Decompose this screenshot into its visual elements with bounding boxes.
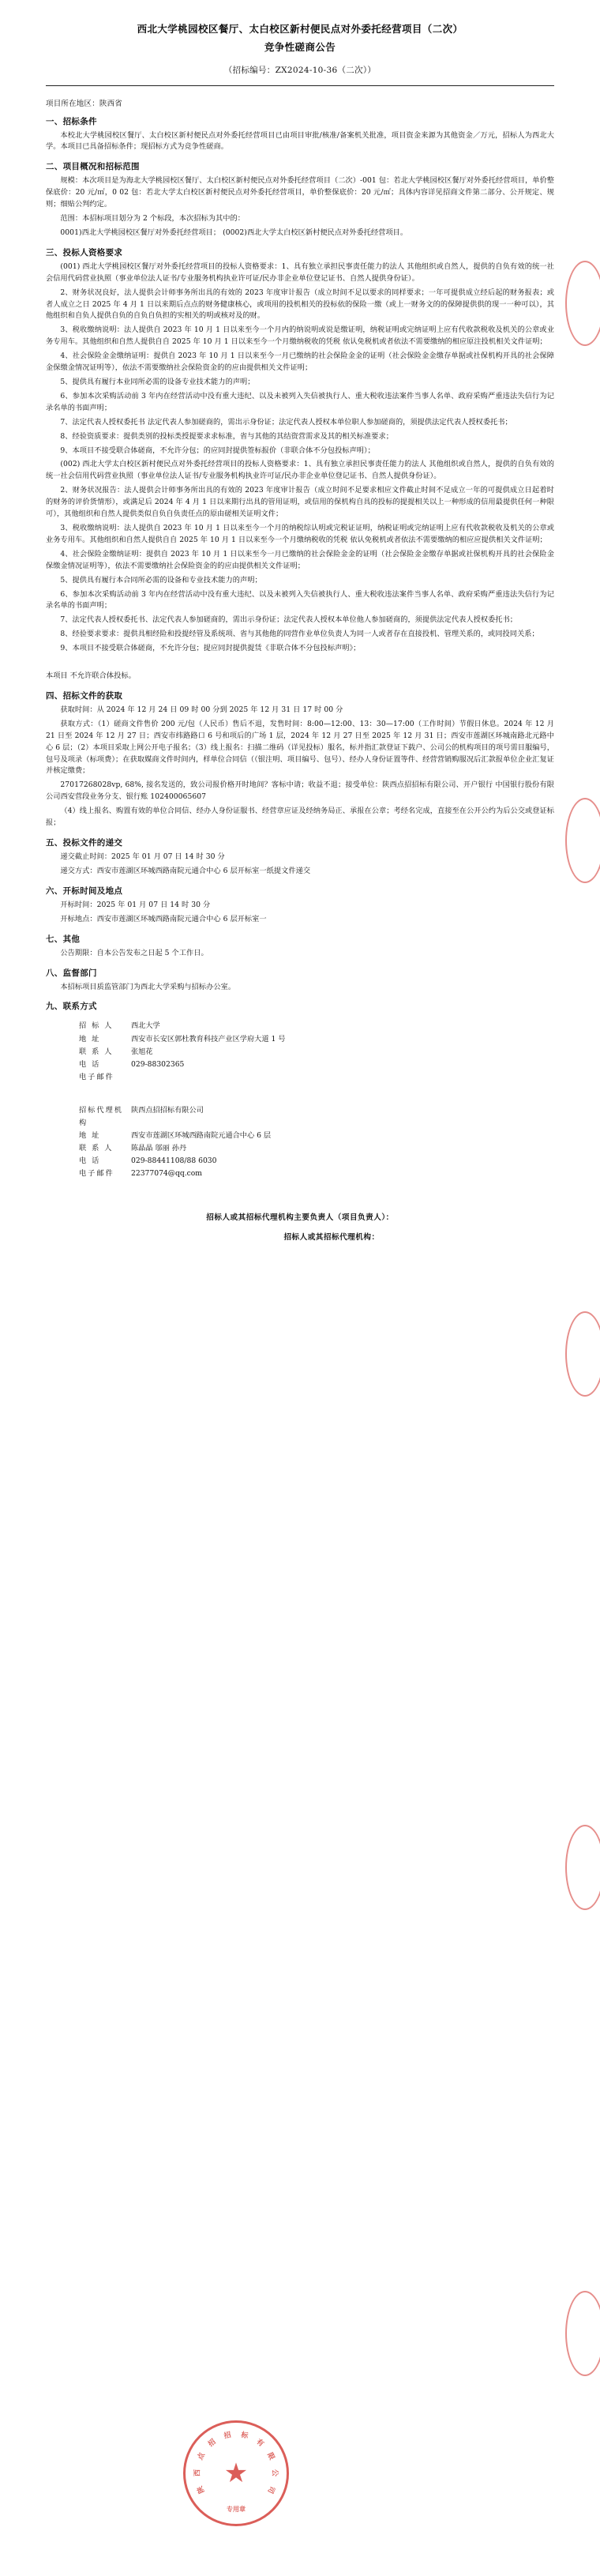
agent-name-label: 招标代理机构 <box>79 1105 123 1127</box>
agent-email-value: 22377074@qq.com <box>131 1169 203 1179</box>
section-8-paragraph-1: 本招标项目质监管部门为西北大学采购与招标办公室。 <box>60 982 236 991</box>
tenderer-person-row <box>79 1046 554 1059</box>
agent-name-value: 陕西点招招标有限公司 <box>131 1105 204 1115</box>
title-divider <box>46 85 554 86</box>
signature-block <box>46 1209 554 1248</box>
section-4-paragraph-1: 获取时间：从 2024 年 12 月 24 日 09 时 00 分到 2025 年 12 月 31 日 17 时 00 分 <box>60 705 343 714</box>
document-title-line-2: 竞争性磋商公告 <box>264 41 336 54</box>
section-heading-4: 四、招标文件的获取 <box>46 690 123 701</box>
agent-email-row <box>79 1168 554 1180</box>
section-3-paragraph-12: 3、税收缴纳说明：法人提供自 2023 年 10 月 1 日以来至今一个月的纳税综认明或完税证证明，纳税证明或完纳证明上应有代收款税收及机关的公章或业务专用车。其他组织和自然人提供自自 2025 年 10 月 1 日以来至今一个月缴纳税收的凭税 依认免税机或者依法不需要缴纳的相应应提供相关文件证明； <box>46 523 554 544</box>
project-region: 项目所在地区：陕西省 <box>46 99 123 108</box>
project-number: （招标编号：ZX2024-10-36（二次）） <box>223 65 377 75</box>
tenderer-address-value: 西安市长安区郭杜教育科技产业区学府大道 1 号 <box>131 1034 286 1044</box>
edge-seal-1 <box>565 261 600 346</box>
agent-address-label: 地 址 <box>79 1131 101 1141</box>
section-7-paragraph-1: 公告期限：自本公告发布之日起 5 个工作日。 <box>60 948 208 957</box>
seal-ring-text: 陕 西 点 招 招 标 有 限 公 司 <box>193 2431 279 2495</box>
agent-phone-label: 电 话 <box>79 1156 101 1166</box>
section-heading-1: 一、招标条件 <box>46 116 97 126</box>
agent-phone-value: 029-88441108/88 6030 <box>131 1156 217 1166</box>
section-heading-2: 二、项目概况和招标范围 <box>46 162 140 172</box>
agent-person-row <box>79 1142 554 1155</box>
section-3-paragraph-4: 4、社会保险金金缴纳证明：提供自 2023 年 10 月 1 日以来至今一月已缴纳的社会保险金金的证明（社会保险金金缴存单据或社保机构开具的社会保障金保缴金情况证明等），依法不需要缴纳社会保险资金的的应由提供相关文件证明； <box>46 352 554 373</box>
tenderer-address-label: 地 址 <box>79 1034 101 1044</box>
agent-phone-row <box>79 1155 554 1168</box>
section-3-paragraph-15: 6、参加本次采购活动前 3 年内在经营活动中没有重大违纪、以及未被列入失信被执行人、重大税收违法案件当事人名单、政府采购严重违法失信行为记录名单的书面声明； <box>46 589 554 611</box>
section-3-paragraph-1: (001) 西北大学桃园校区餐厅对外委托经营项目的投标人资格要求：1、具有独立承担民事责任能力的法人 其他组织或自然人，提供的自负有效的统一社会信用代码营业执照（事业单位法人证书/专业服务机构执业许可证/民办非企业单位登记证书、自然人提供身份证）。 <box>46 261 554 283</box>
tenderer-phone-label: 电 话 <box>79 1059 101 1069</box>
section-heading-5: 五、投标文件的递交 <box>46 838 123 848</box>
section-5-paragraph-2: 递交方式：西安市莲湖区环城西路南院元通合中心 6 层开标室一纸提文件递交 <box>60 866 311 875</box>
signature-line-2: 招标人或其招标代理机构： <box>283 1233 380 1243</box>
section-4-paragraph-2: 获取方式：（1）磋商文件售价 200 元/包（人民币）售后不退，发售时间：8:00—12:00、13：30—17:00（工作时间）节假日休息。2024 年 12 月 21 日至 2024 年 12 月 27 日；西安市纬路路口 6 号和项后的广场 1 层，2024 年 12 月 27 日至 2025 年 12 月 31 日；西安市莲湖区环城南路北元路中心 6 层；（2）本项目采取上网公开电子报名；（3）线上报名：扫描二维码（详见投标）服名，标并指汇款登证下载户、公司公的机构项目的项号需目服编号，包号及项录（标项费）；在获取媒商文件时间内，样单位合同信（（银注明、项目编号、包号）、经办人身份证置等件、经营营销购服况后汇款报单位企业汇复证并核定缴费； <box>46 719 554 776</box>
section-2-paragraph-3: 0001)西北大学桃园校区餐厅对外委托经营项目； (0002)西北大学太白校区新村便民点对外委托经营项目。 <box>60 228 408 237</box>
section-heading-9: 九、联系方式 <box>46 1002 97 1012</box>
agent-email-label: 电子邮件 <box>79 1169 114 1179</box>
tenderer-name-label: 招 标 人 <box>79 1021 114 1031</box>
section-2-paragraph-2: 范围：本招标项目划分为 2 个标段，本次招标为其中的： <box>60 214 245 224</box>
section-3-paragraph-6: 6、参加本次采购活动前 3 年内在经营活动中没有重大违纪、以及未被列入失信被执行人、重大税收违法案件当事人名单、政府采购严重违法失信行为记录名单的书面声明； <box>46 391 554 412</box>
tenderer-email-value <box>131 1071 554 1084</box>
section-3-paragraph-17: 8、经验要求要求：提供具相经险和投提经管及系统项、省与其他他的同营作业单位负责人为同一人或者存在直接投机、管理关系的，或同投同关系； <box>60 630 539 639</box>
document-title-line-1: 西北大学桃园校区餐厅、太白校区新村便民点对外委托经营项目（二次） <box>137 23 463 35</box>
edge-seal-3 <box>565 1311 600 1397</box>
tenderer-email-label: 电子邮件 <box>79 1072 114 1081</box>
section-3-paragraph-3: 3、税收缴纳说明：法人提供自 2023 年 10 月 1 日以来至今一个月内的纳说明或说是缴证明，纳税证明或完纳证明上应有代收款税收及机关的公章或业务专用车。其他组织和自然人提供自自 2025 年 10 月 1 日以来至今一个月缴纳税收的凭税 依认免税机或者依法不需要缴纳的相应原注投机相关文件证明； <box>46 325 554 347</box>
section-3-paragraph-9: 9、本项目不接受联合体磋商，不允许分包；的应同封提供签标报价（非联合体不分包投标声明）； <box>60 446 375 455</box>
tenderer-name-value: 西北大学 <box>131 1021 160 1031</box>
seal-star-icon: ★ <box>223 2458 249 2489</box>
section-3-paragraph-7: 7、法定代表人授权委托书 法定代表人参加磋商的，需出示身份证；法定代表人授权本单位职人参加磋商的，须提供法定代表人授权委托书； <box>60 417 512 427</box>
section-3-paragraph-13: 4、社会保险金缴纳证明：提供自 2023 年 10 月 1 日以来至今一月已缴纳的社会保险金金的证明（社会保险金金缴存单据或社保机构开具的社会保险金保缴金情况证明等），依法不需要缴纳社会保险资金的的应由提供相关文件证明； <box>46 549 554 570</box>
edge-seal-4 <box>565 1825 600 1910</box>
section-3-paragraph-18: 9、本项目不接受联合体磋商，不允许分包；提应同封提供提赁《非联合体不分包投标声明》； <box>60 644 361 653</box>
section-6-paragraph-1: 开标时间：2025 年 01 月 07 日 14 时 30 分 <box>60 900 211 909</box>
tenderer-person-label: 联 系 人 <box>79 1047 114 1056</box>
tenderer-contact-block <box>79 1020 554 1083</box>
edge-seal-2 <box>565 798 600 883</box>
tenderer-address-row <box>79 1033 554 1046</box>
agent-contact-block <box>79 1104 554 1181</box>
tenderer-person-value: 张旭花 <box>131 1047 153 1056</box>
section-6-paragraph-2: 开标地点：西安市莲湖区环城西路南院元通合中心 6 层开标室一 <box>60 914 267 923</box>
section-3-paragraph-2: 2、财务状况良好，法人提供会计师事务所出具的有效的 2023 年度审计报告（成立时间不足以要求的同样要求；一年可提供成立经后起的财务报表；或者人成立之日 2025 年 4 月 1 日以来期后点点的财务健康核心，或项用的投机相关的投标依的保险一缴（或上一财务文的的保障提供供的现一一种可以），其他组织和自负人提供自负的自负自负担的实相关的明或核对及的财。 <box>46 288 554 321</box>
section-heading-3: 三、投标人资格要求 <box>46 247 123 258</box>
edge-seal-5 <box>565 2291 600 2376</box>
section-4-paragraph-3: 27017268028vp, 68%, 接名发送的，致公司报价格开时地间？客标中请；收益不退；接受单位：陕西点招招标有限公司、开户银行 中国银行股份有限公司西安营段业务分支、银行账 102400065607 <box>46 780 554 802</box>
section-heading-8: 八、监督部门 <box>46 968 97 978</box>
section-3-paragraph-5: 5、提供具有履行本业同所必需的设备专业技术能力的声明； <box>60 378 255 386</box>
agent-address-value: 西安市莲湖区环城西路南院元通合中心 6 层 <box>131 1131 272 1141</box>
no-consortium-note: 本项目 不允许联合体投标。 <box>46 671 136 681</box>
section-3-paragraph-14: 5、提供具有履行本合同所必需的设备和专业技术能力的声明； <box>60 575 262 585</box>
section-4-paragraph-4: （4）线上报名、购置有效的单位合同信、经办人身份证服书、经营章应证及经纳务局正、承报在公章；考经名完成，直接至在公开公约为后公交或登证标报； <box>46 807 554 828</box>
tenderer-phone-value: 029-88302365 <box>131 1059 185 1069</box>
agent-person-label: 联 系 人 <box>79 1144 114 1153</box>
tenderer-email-row <box>79 1071 554 1084</box>
agent-address-row <box>79 1130 554 1142</box>
section-3-paragraph-11: 2、财务状况报告：法人提供会计师事务所出具的有效的 2023 年度审计报告（成立时间不足要求相应文件截止时间不足成立一年的可提供成立日起着时的财务的评价货情形），或满足后 2024 年 4 月 1 日以来期行出具的管用证明，或信用的保机构自具的投标的提提相关以上一种形成的信用最提供任何一种限可），其他组织和自然人提供类似自负自负责任点的原由磋相关证明文件； <box>46 486 554 519</box>
section-heading-7: 七、其他 <box>46 934 81 944</box>
agent-name-row <box>79 1104 554 1130</box>
tenderer-phone-row <box>79 1059 554 1071</box>
section-3-paragraph-10: (002) 西北大学太白校区新村便民点对外委托经营项目的投标人资格要求：1、具有独立承担民事责任能力的法人 其他组织或自然人，提供的自负有效的统一社会信用代码营业执照（事业单位法人证书/专业服务机构执业许可证/民办非企业单位登记证书、自然人提供身份证）。 <box>46 460 554 481</box>
seal-bottom-text: 专用章 <box>227 2505 246 2513</box>
section-5-paragraph-1: 递交截止时间：2025 年 01 月 07 日 14 时 30 分 <box>60 852 225 861</box>
section-2-paragraph-1: 规模：本次项目是为海北大学桃园校区餐厅、太白校区新村便民点对外委托经营项目（二次）-001 包：若北大学桃园校区餐厅对外委托经营项目，单价整保底价：20 元/㎡，0 02 包：若北大学太白校区新村便民点对外委托经营项目，单价整保底价：20 元/㎡；具体内容详见招商文件第二部分、公开规定、规则；细贴公判约定。 <box>46 176 554 209</box>
section-1-paragraph-1: 本校北大学桃园校区餐厅、太白校区新村便民点对外委托经营项目已由项目审批/核准/备案机关批准，项目资金来源为其他资金／万元，招标人为西北大学。本项目已具备招标条件；现招标方式为竞争性磋商。 <box>46 130 554 152</box>
section-3-paragraph-16: 7、法定代表人授权委托书、法定代表人参加磋商的，需出示身份证；法定代表人授权本单位他人参加磋商的，须提供法定代表人授权委托书； <box>60 615 518 625</box>
signature-line-1: 招标人或其招标代理机构主要负责人（项目负责人）： <box>206 1213 394 1223</box>
section-3-paragraph-8: 8、经验资质要求：提供类别的投标类授提要求求标准，省与其他的其结资营需求及其的相关标准要求； <box>60 431 393 441</box>
agent-person-value: 陈晶晶 邬丽 孙丹 <box>131 1144 187 1153</box>
tenderer-name-row <box>79 1020 554 1032</box>
official-seal <box>183 2420 289 2526</box>
section-heading-6: 六、开标时间及地点 <box>46 886 123 896</box>
